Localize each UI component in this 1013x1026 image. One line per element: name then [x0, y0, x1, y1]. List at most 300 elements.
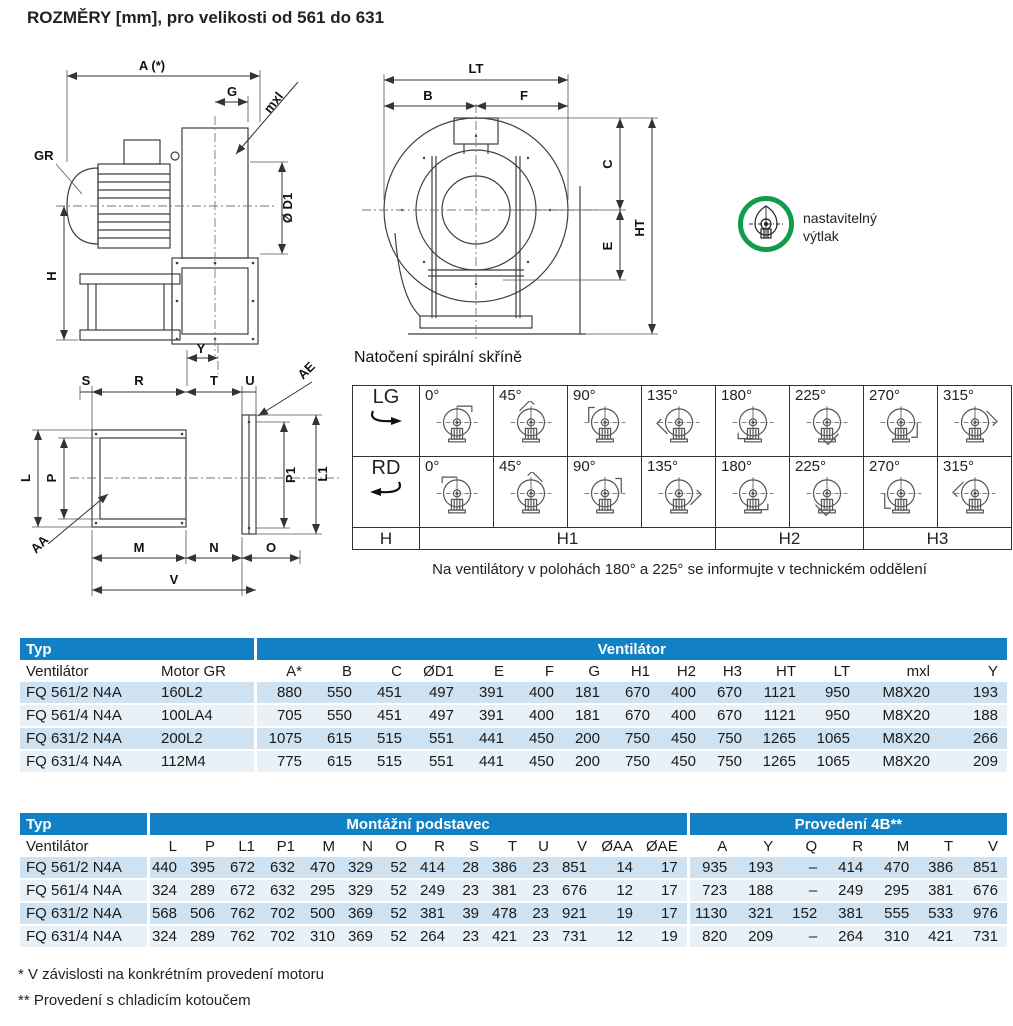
cell: 188: [736, 879, 782, 902]
cell: FQ 631/2 N4A: [20, 902, 148, 925]
cell: 249: [826, 879, 872, 902]
cell: 188: [939, 704, 1007, 727]
cell: 723: [688, 879, 736, 902]
cell: 17: [642, 879, 688, 902]
column-header: P1: [264, 835, 304, 857]
cell: 632: [264, 857, 304, 879]
column-header: G: [563, 660, 609, 682]
cell: 310: [304, 925, 344, 948]
table-row: [20, 704, 1007, 727]
cell: 28: [454, 857, 488, 879]
cell: 820: [688, 925, 736, 948]
cell: 670: [705, 682, 751, 704]
angle-label: 0°: [425, 458, 440, 475]
cell: 23: [526, 902, 558, 925]
cell: 470: [304, 857, 344, 879]
cell: 23: [454, 925, 488, 948]
rd-label: RD: [371, 457, 401, 479]
dim-label-h: H: [44, 271, 59, 281]
fan-position-icon: [944, 401, 1006, 453]
cell: 450: [513, 750, 563, 773]
cell: 200L2: [155, 727, 255, 750]
badge-line2: výtlak: [803, 228, 839, 244]
column-header: U: [526, 835, 558, 857]
cell: 369: [344, 902, 382, 925]
angle-label: 180°: [721, 458, 753, 475]
table-row: [20, 879, 1007, 902]
cell: –: [782, 857, 826, 879]
cell: 450: [513, 727, 563, 750]
rotation-cell-lg-135: [642, 386, 716, 457]
column-header: F: [513, 660, 563, 682]
cell: 23: [526, 857, 558, 879]
mounting-base-table: [20, 813, 1007, 949]
rotation-table: [352, 385, 1012, 550]
footer-h2: H2: [716, 528, 864, 550]
table-row: [20, 750, 1007, 773]
column-header: Y: [736, 835, 782, 857]
cell: 551: [411, 727, 463, 750]
cell: 386: [488, 857, 526, 879]
angle-label: 90°: [573, 458, 596, 475]
rotation-cell-rd-315: [938, 457, 1012, 528]
cell: 705: [255, 704, 311, 727]
angle-label: 225°: [795, 458, 827, 475]
cell: 676: [558, 879, 596, 902]
fan-position-icon: [500, 472, 562, 524]
column-header: H1: [609, 660, 659, 682]
footnotes: [18, 962, 324, 1014]
cell: 976: [962, 902, 1007, 925]
cell: 451: [361, 704, 411, 727]
cell: M8X20: [859, 704, 939, 727]
table1-group-header: [20, 638, 1007, 660]
dim-label-l: L: [18, 474, 33, 482]
cell: 52: [382, 879, 416, 902]
cell: 1065: [805, 727, 859, 750]
cell: 400: [659, 704, 705, 727]
column-header: ØAE: [642, 835, 688, 857]
cell: M8X20: [859, 750, 939, 773]
cell: 39: [454, 902, 488, 925]
cell: M8X20: [859, 682, 939, 704]
angle-label: 0°: [425, 387, 440, 404]
column-header: Motor GR: [155, 660, 255, 682]
rotation-cell-lg-315: [938, 386, 1012, 457]
dim-label-a: A (*): [138, 58, 166, 73]
column-header: S: [454, 835, 488, 857]
cell: 550: [311, 704, 361, 727]
dim-label-gr: GR: [34, 148, 54, 163]
cell: 391: [463, 704, 513, 727]
dim-label-t: T: [210, 373, 218, 388]
table2-provedeni-header: Provedení 4B**: [688, 813, 1007, 835]
cell: 515: [361, 727, 411, 750]
fan-position-icon: [722, 401, 784, 453]
column-header: N: [344, 835, 382, 857]
cell: 450: [659, 727, 705, 750]
fan-position-icon: [870, 401, 932, 453]
lg-label: LG: [372, 386, 400, 408]
cell: 615: [311, 750, 361, 773]
dim-label-mxl: mxl: [260, 88, 287, 116]
clockwise-arrow-icon: [368, 480, 404, 497]
cell: 441: [463, 750, 513, 773]
cell: 400: [659, 682, 705, 704]
column-header: T: [918, 835, 962, 857]
fan-position-icon: [574, 401, 636, 453]
column-header: M: [304, 835, 344, 857]
cell: 400: [513, 682, 563, 704]
cell: 200: [563, 727, 609, 750]
column-header: P: [186, 835, 224, 857]
fan-position-icon: [426, 472, 488, 524]
cell: 264: [416, 925, 454, 948]
column-header: O: [382, 835, 416, 857]
dim-label-r: R: [134, 373, 144, 388]
rotation-row-lg: [353, 386, 1012, 457]
cell: 1121: [751, 704, 805, 727]
footnote-1: * V závislosti na konkrétním provedení motoru: [18, 966, 324, 983]
cell: 670: [609, 704, 659, 727]
angle-label: 180°: [721, 387, 753, 404]
cell: 1265: [751, 727, 805, 750]
angle-label: 315°: [943, 387, 975, 404]
rotation-cell-rd-135: [642, 457, 716, 528]
cell: 181: [563, 682, 609, 704]
cell: 414: [416, 857, 454, 879]
dim-label-p1: P1: [283, 467, 298, 483]
rotation-cell-lg-90: [568, 386, 642, 457]
dim-label-u: U: [245, 373, 255, 388]
angle-label: 45°: [499, 387, 522, 404]
column-header: E: [463, 660, 513, 682]
base-view-drawing: [8, 342, 352, 614]
cell: 676: [962, 879, 1007, 902]
cell: 672: [224, 857, 264, 879]
angle-label: 270°: [869, 458, 901, 475]
cell: 17: [642, 902, 688, 925]
page-title: ROZMĚRY [mm], pro velikosti od 561 do 631: [27, 8, 385, 27]
rotation-note: Na ventilátory v polohách 180° a 225° se informujte v technickém oddělení: [432, 561, 927, 578]
cell: 386: [918, 857, 962, 879]
badge-line1: nastavitelný: [803, 210, 877, 226]
cell: 395: [186, 857, 224, 879]
fan-position-icon: [648, 472, 710, 524]
cell: 19: [642, 925, 688, 948]
cell: 731: [558, 925, 596, 948]
dim-label-m: M: [133, 540, 145, 555]
cell: 921: [558, 902, 596, 925]
angle-label: 90°: [573, 387, 596, 404]
cell: 851: [962, 857, 1007, 879]
cell: 1121: [751, 682, 805, 704]
rotation-cell-lg-45: [494, 386, 568, 457]
footnote-2: ** Provedení s chladicím kotoučem: [18, 992, 251, 1009]
dim-label-lt: LT: [468, 61, 484, 76]
dim-label-l1: L1: [315, 466, 330, 482]
cell: 935: [688, 857, 736, 879]
cell: FQ 631/4 N4A: [20, 925, 148, 948]
rotation-direction-lg: [353, 386, 420, 457]
rotation-footer-row: [353, 528, 1012, 550]
table1-ventilator-header: Ventilátor: [255, 638, 1007, 660]
cell: 193: [939, 682, 1007, 704]
fan-position-icon: [796, 472, 858, 524]
footer-h1: H1: [420, 528, 716, 550]
table2-column-header-row: [20, 835, 1007, 857]
dim-label-s: S: [81, 373, 91, 388]
dim-label-e: E: [600, 241, 615, 251]
cell: 12: [596, 879, 642, 902]
cell: 193: [736, 857, 782, 879]
cell: 731: [962, 925, 1007, 948]
rotation-cell-lg-270: [864, 386, 938, 457]
column-header: C: [361, 660, 411, 682]
cell: 672: [224, 879, 264, 902]
fan-position-icon: [722, 472, 784, 524]
column-header: H2: [659, 660, 705, 682]
cell: 880: [255, 682, 311, 704]
dim-label-v: V: [169, 572, 179, 587]
table2-group-header: [20, 813, 1007, 835]
column-header: mxl: [859, 660, 939, 682]
table-row: [20, 682, 1007, 704]
cell: 750: [609, 750, 659, 773]
cell: –: [782, 925, 826, 948]
angle-label: 135°: [647, 458, 679, 475]
cell: 533: [918, 902, 962, 925]
cell: FQ 631/4 N4A: [20, 750, 155, 773]
cell: 497: [411, 682, 463, 704]
cell: 264: [826, 925, 872, 948]
cell: 515: [361, 750, 411, 773]
column-header: Ventilátor: [20, 660, 155, 682]
dim-label-ht: HT: [632, 219, 647, 237]
cell: FQ 631/2 N4A: [20, 727, 155, 750]
cell: 421: [918, 925, 962, 948]
dim-label-g: G: [226, 84, 238, 99]
cell: 414: [826, 857, 872, 879]
cell: 391: [463, 682, 513, 704]
fan-position-icon: [796, 401, 858, 453]
cell: 324: [148, 879, 186, 902]
cell: 14: [596, 857, 642, 879]
dim-label-b: B: [423, 88, 433, 103]
cell: 750: [705, 750, 751, 773]
dim-label-d1: Ø D1: [280, 192, 295, 224]
cell: 23: [454, 879, 488, 902]
cell: 17: [642, 857, 688, 879]
cell: 381: [826, 902, 872, 925]
cell: 381: [488, 879, 526, 902]
cell: 324: [148, 925, 186, 948]
cell: 209: [939, 750, 1007, 773]
cell: 23: [526, 925, 558, 948]
cell: 200: [563, 750, 609, 773]
cell: 670: [705, 704, 751, 727]
cell: 421: [488, 925, 526, 948]
angle-label: 135°: [647, 387, 679, 404]
fan-position-icon: [500, 401, 562, 453]
dim-label-c: C: [600, 159, 615, 169]
column-header: R: [416, 835, 454, 857]
cell: 551: [411, 750, 463, 773]
column-header: LT: [805, 660, 859, 682]
cell: 851: [558, 857, 596, 879]
column-header: L1: [224, 835, 264, 857]
cell: 381: [416, 902, 454, 925]
cell: 615: [311, 727, 361, 750]
cell: 762: [224, 902, 264, 925]
cell: 52: [382, 925, 416, 948]
dim-label-n: N: [209, 540, 219, 555]
ventilator-dimensions-table: [20, 638, 1007, 774]
cell: 550: [311, 682, 361, 704]
column-header: B: [311, 660, 361, 682]
cell: 19: [596, 902, 642, 925]
cell: 775: [255, 750, 311, 773]
table2-body: [20, 857, 1007, 948]
table2-mounting-header: Montážní podstavec: [148, 813, 688, 835]
side-view-drawing: [20, 56, 342, 356]
cell: M8X20: [859, 727, 939, 750]
dim-label-o: O: [265, 540, 277, 555]
cell: 497: [411, 704, 463, 727]
table-row: [20, 727, 1007, 750]
cell: 400: [513, 704, 563, 727]
cell: 52: [382, 857, 416, 879]
rotation-cell-rd-270: [864, 457, 938, 528]
cell: 209: [736, 925, 782, 948]
cell: 112M4: [155, 750, 255, 773]
cell: 52: [382, 902, 416, 925]
cell: 450: [659, 750, 705, 773]
cell: 702: [264, 925, 304, 948]
column-header: T: [488, 835, 526, 857]
cell: 1265: [751, 750, 805, 773]
cell: 266: [939, 727, 1007, 750]
column-header: H3: [705, 660, 751, 682]
cell: FQ 561/4 N4A: [20, 704, 155, 727]
fan-position-icon: [870, 472, 932, 524]
cell: 451: [361, 682, 411, 704]
cell: FQ 561/2 N4A: [20, 857, 148, 879]
cell: FQ 561/4 N4A: [20, 879, 148, 902]
angle-label: 315°: [943, 458, 975, 475]
rotation-heading: Natočení spirální skříně: [354, 349, 523, 366]
column-header: A: [688, 835, 736, 857]
column-header: HT: [751, 660, 805, 682]
cell: 1075: [255, 727, 311, 750]
cell: 702: [264, 902, 304, 925]
cell: 1130: [688, 902, 736, 925]
footer-h3: H3: [864, 528, 1012, 550]
rotation-cell-rd-225: [790, 457, 864, 528]
cell: 100LA4: [155, 704, 255, 727]
rotation-cell-lg-0: [420, 386, 494, 457]
column-header: Q: [782, 835, 826, 857]
cell: 321: [736, 902, 782, 925]
column-header: V: [558, 835, 596, 857]
cell: 950: [805, 682, 859, 704]
cell: FQ 561/2 N4A: [20, 682, 155, 704]
cell: 750: [609, 727, 659, 750]
cell: 441: [463, 727, 513, 750]
cell: 249: [416, 879, 454, 902]
dim-label-y: Y: [196, 342, 206, 356]
fan-position-icon: [574, 472, 636, 524]
dim-label-f: F: [520, 88, 528, 103]
column-header: ØAA: [596, 835, 642, 857]
cell: 470: [872, 857, 918, 879]
cell: 506: [186, 902, 224, 925]
cell: 950: [805, 704, 859, 727]
cell: 762: [224, 925, 264, 948]
adjustable-outlet-icon: [736, 194, 796, 254]
cell: 289: [186, 879, 224, 902]
dim-label-p: P: [44, 473, 59, 483]
cell: 568: [148, 902, 186, 925]
cell: 555: [872, 902, 918, 925]
cell: 329: [344, 857, 382, 879]
cell: 181: [563, 704, 609, 727]
column-header: A*: [255, 660, 311, 682]
cell: 440: [148, 857, 186, 879]
cell: 329: [344, 879, 382, 902]
table-row: [20, 857, 1007, 879]
column-header: ØD1: [411, 660, 463, 682]
rotation-cell-rd-45: [494, 457, 568, 528]
angle-label: 45°: [499, 458, 522, 475]
front-view-drawing: [348, 58, 700, 350]
dim-label-ae: AE: [294, 358, 318, 383]
cell: 12: [596, 925, 642, 948]
column-header: L: [148, 835, 186, 857]
footer-h: H: [353, 528, 420, 550]
table1-typ-header: Typ: [20, 638, 255, 660]
cell: 310: [872, 925, 918, 948]
column-header: Ventilátor: [20, 835, 148, 857]
table-row: [20, 925, 1007, 948]
counterclockwise-arrow-icon: [368, 409, 404, 426]
rotation-cell-lg-180: [716, 386, 790, 457]
rotation-row-rd: [353, 457, 1012, 528]
fan-position-icon: [648, 401, 710, 453]
cell: 289: [186, 925, 224, 948]
angle-label: 225°: [795, 387, 827, 404]
column-header: V: [962, 835, 1007, 857]
cell: 478: [488, 902, 526, 925]
cell: 152: [782, 902, 826, 925]
cell: 632: [264, 879, 304, 902]
cell: 670: [609, 682, 659, 704]
cell: 500: [304, 902, 344, 925]
rotation-cell-rd-0: [420, 457, 494, 528]
dim-label-aa: AA: [27, 532, 52, 557]
table1-column-header-row: [20, 660, 1007, 682]
table-row: [20, 902, 1007, 925]
rotation-cell-rd-180: [716, 457, 790, 528]
cell: 381: [918, 879, 962, 902]
cell: 295: [304, 879, 344, 902]
cell: –: [782, 879, 826, 902]
rotation-direction-rd: [353, 457, 420, 528]
cell: 23: [526, 879, 558, 902]
cell: 369: [344, 925, 382, 948]
table2-typ-header: Typ: [20, 813, 148, 835]
cell: 295: [872, 879, 918, 902]
